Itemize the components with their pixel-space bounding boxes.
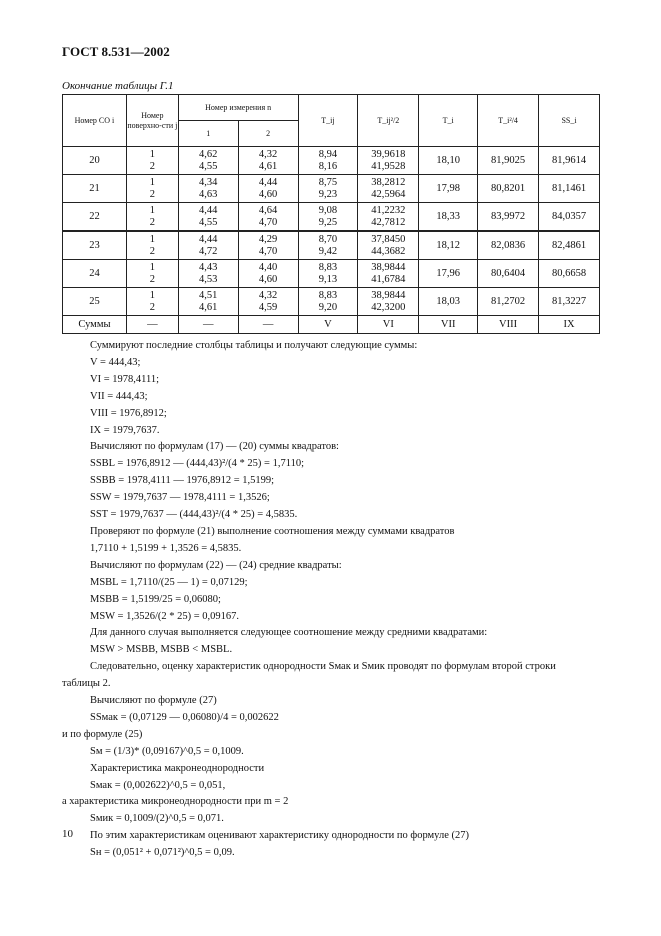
- text-line: VII = 444,43;: [90, 390, 148, 402]
- table-row: [63, 203, 600, 232]
- table-cell: 17,98: [419, 175, 478, 203]
- table-cell: VIII: [478, 316, 539, 334]
- document-header: ГОСТ 8.531—2002: [62, 44, 170, 59]
- table-cell: —: [178, 316, 238, 334]
- table-cell: 84,0357: [539, 203, 600, 232]
- table-cell: 8,94 8,16: [298, 147, 358, 175]
- header-ti: T_i: [419, 95, 478, 147]
- table-cell: 18,10: [419, 147, 478, 175]
- header-tij: T_ij: [298, 95, 358, 147]
- table-cell: 4,64 4,70: [238, 203, 298, 232]
- header-meas-2: 2: [238, 121, 298, 147]
- table-cell: 18,12: [419, 231, 478, 260]
- header-meas-1: 1: [178, 121, 238, 147]
- table-cell: 8,75 9,23: [298, 175, 358, 203]
- formula-line: SSBB = 1978,4111 — 1976,8912 = 1,5199;: [90, 475, 275, 487]
- table-cell: 4,34 4,63: [178, 175, 238, 203]
- formula-line: MSW = 1,3526/(2 * 25) = 0,09167.: [90, 610, 240, 622]
- table-cell: 9,08 9,25: [298, 203, 358, 232]
- table-cell: 81,9614: [539, 147, 600, 175]
- table-row: [63, 147, 600, 175]
- header-ti2: T_i²/4: [478, 95, 539, 147]
- text-line: Характеристика макронеоднородности: [90, 762, 265, 774]
- header-ssi: SS_i: [539, 95, 600, 147]
- page-number: 10: [62, 828, 73, 840]
- table-cell: 81,2702: [478, 288, 539, 316]
- text-line: По этим характеристикам оценивают характеристику однородности по формуле (27): [90, 830, 469, 842]
- table-cell: 1 2: [126, 231, 178, 260]
- table-cell: 38,9844 41,6784: [358, 260, 419, 288]
- table-cell: 24: [63, 260, 127, 288]
- table-cell: Суммы: [63, 316, 127, 334]
- table-cell: 25: [63, 288, 127, 316]
- table-cell: 1 2: [126, 288, 178, 316]
- text-line: Вычисляют по формулам (17) — (20) суммы квадратов:: [90, 441, 339, 453]
- text-line: VIII = 1976,8912;: [90, 407, 167, 419]
- header-measurement: Номер измерения n: [178, 95, 298, 121]
- formula-line: Sмак = (0,002622)^0,5 = 0,051,: [90, 779, 226, 791]
- table-cell: 4,62 4,55: [178, 147, 238, 175]
- table-cell: 39,9618 41,9528: [358, 147, 419, 175]
- table-cell: 81,9025: [478, 147, 539, 175]
- table-cell: 38,2812 42,5964: [358, 175, 419, 203]
- table-cell: 83,9972: [478, 203, 539, 232]
- table-cell: 82,4861: [539, 231, 600, 260]
- table-cell: 4,29 4,70: [238, 231, 298, 260]
- table-cell: 1 2: [126, 203, 178, 232]
- table-cell: 41,2232 42,7812: [358, 203, 419, 232]
- formula-line: SSмак = (0,07129 — 0,06080)/4 = 0,002622: [90, 711, 279, 723]
- table-cell: V: [298, 316, 358, 334]
- text-line: и по формуле (25): [62, 728, 143, 740]
- table-cell: 4,40 4,60: [238, 260, 298, 288]
- header-tij2: T_ij²/2: [358, 95, 419, 147]
- text-line: а характеристика микронеоднородности при m = 2: [62, 796, 289, 808]
- text-line: VI = 1978,4111;: [90, 373, 160, 385]
- formula-line: MSW > MSBB, MSBB < MSBL.: [90, 644, 233, 656]
- body-text: [62, 338, 602, 862]
- formula-line: Sн = (0,051² + 0,071²)^0,5 = 0,09.: [90, 847, 235, 859]
- data-table: [62, 94, 600, 334]
- table-cell: 17,96: [419, 260, 478, 288]
- table-cell: 4,32 4,61: [238, 147, 298, 175]
- text-line: таблицы 2.: [62, 678, 111, 690]
- formula-line: MSBB = 1,5199/25 = 0,06080;: [90, 593, 221, 605]
- text-line: Суммируют последние столбцы таблицы и получают следующие суммы:: [90, 340, 418, 351]
- table-cell: VI: [358, 316, 419, 334]
- table-cell: 8,70 9,42: [298, 231, 358, 260]
- text-line: Следовательно, оценку характеристик однородности Sмак и Sмик проводят по формулам второй строки: [90, 661, 556, 673]
- table-cell: 81,3227: [539, 288, 600, 316]
- sums-row: [63, 316, 600, 334]
- formula-line: Sмик = 0,1009/(2)^0,5 = 0,071.: [90, 813, 224, 825]
- table-cell: 18,33: [419, 203, 478, 232]
- table-caption: Окончание таблицы Г.1: [62, 80, 174, 92]
- formula-line: Sм = (1/3)* (0,09167)^0,5 = 0,1009.: [90, 745, 244, 757]
- formula-line: 1,7110 + 1,5199 + 1,3526 = 4,5835.: [90, 542, 242, 554]
- text-line: Вычисляют по формуле (27): [90, 695, 217, 707]
- table-cell: 4,44 4,60: [238, 175, 298, 203]
- table-cell: 80,8201: [478, 175, 539, 203]
- table-cell: 8,83 9,20: [298, 288, 358, 316]
- table-cell: 81,1461: [539, 175, 600, 203]
- table-cell: 80,6658: [539, 260, 600, 288]
- table-cell: 1 2: [126, 260, 178, 288]
- table-cell: 4,51 4,61: [178, 288, 238, 316]
- table-row: [63, 231, 600, 260]
- table-cell: 1 2: [126, 147, 178, 175]
- table-cell: 82,0836: [478, 231, 539, 260]
- table-row: [63, 175, 600, 203]
- table-cell: —: [126, 316, 178, 334]
- text-line: Проверяют по формуле (21) выполнение соотношения между суммами квадратов: [90, 525, 455, 537]
- table-cell: 18,03: [419, 288, 478, 316]
- table-cell: 23: [63, 231, 127, 260]
- table-cell: 22: [63, 203, 127, 232]
- table-row: [63, 260, 600, 288]
- table-cell: 8,83 9,13: [298, 260, 358, 288]
- text-line: Для данного случая выполняется следующее соотношение между средними квадратами:: [90, 627, 488, 639]
- table-cell: 20: [63, 147, 127, 175]
- table-cell: 21: [63, 175, 127, 203]
- formula-line: SSW = 1979,7637 — 1978,4111 = 1,3526;: [90, 492, 270, 504]
- text-line: IX = 1979,7637.: [90, 424, 160, 436]
- table-cell: —: [238, 316, 298, 334]
- text-line: Вычисляют по формулам (22) — (24) средние квадраты:: [90, 559, 342, 571]
- header-so: Номер СО i: [63, 95, 127, 147]
- formula-line: SST = 1979,7637 — (444,43)²/(4 * 25) = 4,5835.: [90, 509, 298, 521]
- text-line: V = 444,43;: [90, 356, 141, 368]
- table-cell: 37,8450 44,3682: [358, 231, 419, 260]
- table-cell: 80,6404: [478, 260, 539, 288]
- table-row: [63, 288, 600, 316]
- table-cell: VII: [419, 316, 478, 334]
- table-cell: 4,43 4,53: [178, 260, 238, 288]
- formula-line: SSBL = 1976,8912 — (444,43)²/(4 * 25) = 1,7110;: [90, 458, 305, 470]
- table-cell: 4,44 4,72: [178, 231, 238, 260]
- header-surface: Номер поверхно-сти j: [126, 95, 178, 147]
- table-cell: 4,44 4,55: [178, 203, 238, 232]
- table-cell: 4,32 4,59: [238, 288, 298, 316]
- table-cell: 38,9844 42,3200: [358, 288, 419, 316]
- table-cell: 1 2: [126, 175, 178, 203]
- formula-line: MSBL = 1,7110/(25 — 1) = 0,07129;: [90, 576, 248, 588]
- table-cell: IX: [539, 316, 600, 334]
